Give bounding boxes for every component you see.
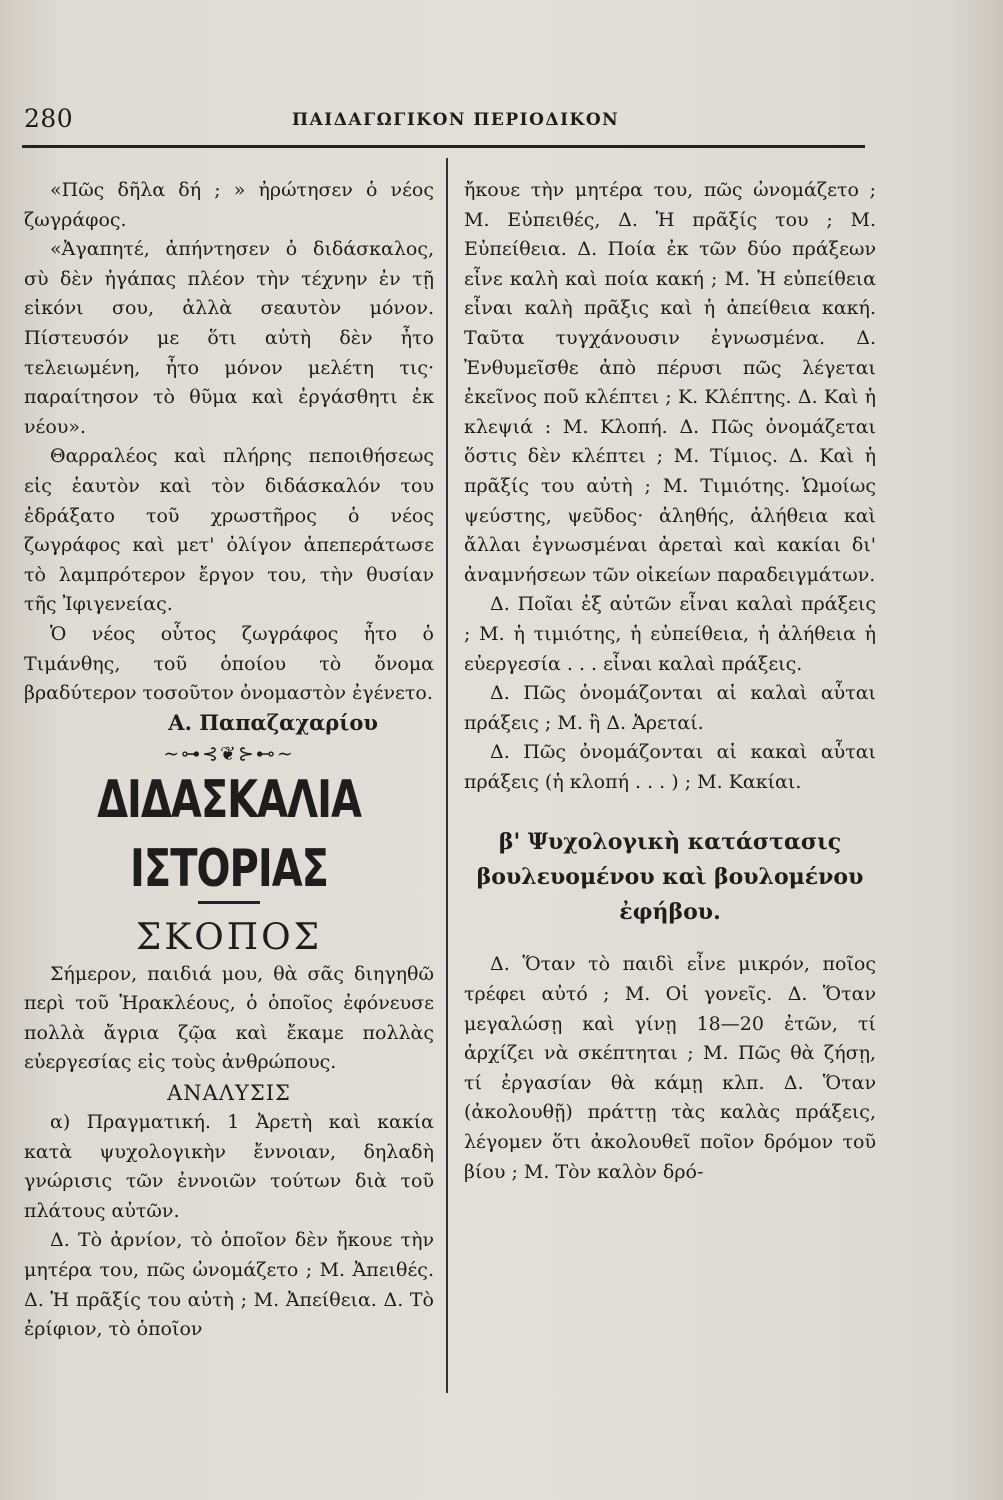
section-heading-psychology: β' Ψυχολογικὴ κατάστασις βουλευομένου καὶ βουλομένου ἐφήβου. xyxy=(476,829,864,926)
aim-paragraph: Σήμερον, παιδιά μου, θὰ σᾶς διηγηθῶ περὶ τοῦ Ἡρακλέους, ὁ ὁποῖος ἐφόνευσε πολλὰ ἄγρια ζῷα καὶ ἔκαμε πολλὰς εὐεργεσίας εἰς τοὺς ἀνθρώπους. xyxy=(24,962,434,1074)
story-paragraph: Ὁ νέος οὗτος ζωγράφος ἦτο ὁ Τιμάνθης, τοῦ ὁποίου τὸ ὄνομα βραδύτερον τοσοῦτον ὀνομαστὸν ἐγένετο. xyxy=(24,622,434,705)
running-title: ΠΑΙΔΑΓΩΓΙΚΟΝ ΠΕΡΙΟΔΙΚΟΝ xyxy=(292,110,620,130)
column-divider xyxy=(446,158,448,1393)
story-paragraph: «Ἀγαπητέ, ἀπήντησεν ὁ διδάσκαλος, σὺ δὲν ἠγάπας πλέον τὴν τέχνην ἐν τῇ εἰκόνι σου, ἀλλὰ σεαυτὸν μόνον. Πίστευσόν με ὅτι αὐτὴ δὲν ἦτο τελειωμένη, ἦτο μόνον μελέτη τις· παραίτησον τὸ θῦμα καὶ ἐργάσθητι ἐκ νέου». xyxy=(24,238,434,438)
story-paragraph: Θαρραλέος καὶ πλήρης πεποιθήσεως εἰς ἑαυτὸν καὶ τὸν διδάσκαλόν του ἐδράξατο τοῦ χρωστῆρος ὁ νέος ζωγράφος καὶ μετ' ὀλίγον ἀπεπεράτωσε τὸ λαμπρότερον ἔργον του, τὴν θυσίαν τῆς Ἰφιγενείας. xyxy=(24,445,434,616)
story-paragraph: «Πῶς δῆλα δή ; » ἠρώτησεν ὁ νέος ζωγράφος. xyxy=(24,179,434,231)
right-column xyxy=(464,176,876,1187)
analysis-paragraph: α) Πραγματική. 1 Ἀρετὴ καὶ κακία κατὰ ψυχολογικὴν ἔννοιαν, δηλαδὴ γνώρισις τῶν ἐννοιῶν τούτων διὰ τοῦ πλάτους αὐτῶν. xyxy=(24,1111,434,1222)
page-header xyxy=(22,96,862,140)
section-heading: ΑΝΑΛΥΣΙΣ xyxy=(167,1081,291,1106)
article-subtitle: ΣΚΟΠΟΣ xyxy=(135,916,323,958)
dialogue-paragraph: Δ. Πῶς ὀνομάζονται αἱ καλαὶ αὗται πράξεις ; Μ. ἢ Δ. Ἀρεταί. xyxy=(464,682,876,734)
author-signature: Α. Παπαζαχαρίου xyxy=(168,709,378,735)
left-column xyxy=(24,176,434,1345)
dialogue-paragraph: Δ. Ὅταν τὸ παιδὶ εἶνε μικρόν, ποῖος τρέφει αὐτό ; Μ. Οἱ γονεῖς. Δ. Ὅταν μεγαλώσῃ καὶ γίνῃ 18—20 ἐτῶν, τί ἀρχίζει νὰ σκέπτηται ; Μ. Πῶς θὰ ζήσῃ, τί ἐργασίαν θὰ κάμῃ κλπ. Δ. Ὅταν (ἀκολουθῇ) πράττῃ τὰς καλὰς πράξεις, λέγομεν ὅτι ἀκολουθεῖ ποῖον δρόμον τοῦ βίου ; Μ. Τὸν καλὸν δρό- xyxy=(464,953,876,1183)
analysis-paragraph: Δ. Τὸ ἀρνίον, τὸ ὁποῖον δὲν ἤκουε τὴν μητέρα του, πῶς ὠνομάζετο ; Μ. Ἀπειθές. Δ. Ἡ πρᾶξίς του αὐτὴ ; Μ. Ἀπείθεια. Δ. Τὸ ἐρίφιον, τὸ ὁποῖον xyxy=(24,1229,434,1341)
dialogue-paragraph: Δ. Πῶς ὀνομάζονται αἱ κακαὶ αὗται πράξεις (ἡ κλοπή . . . ) ; Μ. Κακίαι. xyxy=(464,741,876,793)
ornament-divider: ∼⊶⊰❦⊱⊷∼ xyxy=(163,742,295,765)
dialogue-paragraph: ἤκουε τὴν μητέρα του, πῶς ὠνομάζετο ; Μ. Εὐπειθές, Δ. Ἡ πρᾶξίς του ; Μ. Εὐπείθεια. Δ. Ποία ἐκ τῶν δύο πράξεων εἶνε καλὴ καὶ ποία κακή ; Μ. Ἡ εὐπείθεια εἶναι καλὴ πρᾶξις καὶ ἡ ἀπείθεια κακή. Ταῦτα τυγχάνουσιν ἐγνωσμένα. Δ. Ἐνθυμεῖσθε ἀπὸ πέρυσι πῶς λέγεται ἐκεῖνος ποῦ κλέπτει ; Κ. Κλέπτης. Δ. Καὶ ἡ κλεψιά : Μ. Κλοπή. Δ. Πῶς ὀνομάζεται ὅστις δὲν κλέπτει ; Μ. Τίμιος. Δ. Καὶ ἡ πρᾶξίς του αὐτὴ ; Μ. Τιμιότης. Ὡμοίως ψεύστης, ψεῦδος· ἀληθής, ἀλήθεια καὶ ἄλλαι ἐγνωσμέναι ἀρεταὶ καὶ κακίαι δι' ἀναμνήσεων τῶν οἰκείων παραδειγμάτων. xyxy=(464,179,876,586)
dialogue-paragraph: Δ. Ποῖαι ἐξ αὐτῶν εἶναι καλαὶ πράξεις ; Μ. ἡ τιμιότης, ἡ εὐπείθεια, ἡ ἀλήθεια ἡ εὐεργεσία . . . εἶναι καλαὶ πράξεις. xyxy=(464,593,876,675)
article-title: ΔΙΔΑΣΚΑΛΙΑ ΙΣΤΟΡΙΑΣ xyxy=(97,770,361,899)
page-number: 280 xyxy=(24,104,74,133)
header-rule xyxy=(22,145,865,148)
